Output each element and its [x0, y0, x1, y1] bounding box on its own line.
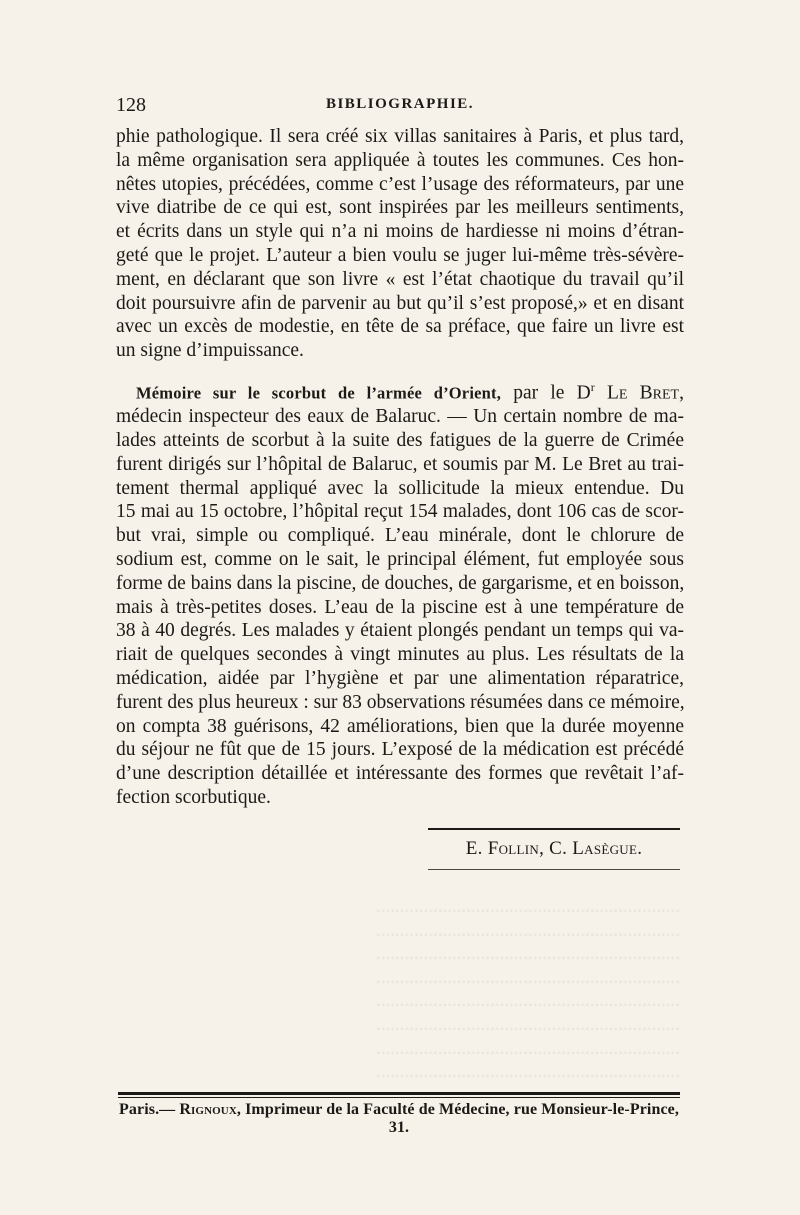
bleed-line: ................................................................	[376, 1037, 680, 1059]
signature-initial: E.	[465, 838, 488, 859]
footer-rule-thin	[118, 1097, 680, 1098]
printer-address: , Imprimeur de la Faculté de Médecine, rue Monsieur-le-Prince, 31.	[236, 1101, 679, 1136]
text-line: un signe d’impuissance.	[116, 340, 304, 362]
signature-rule-bottom	[428, 869, 680, 870]
text-line: geté que le projet. L’auteur a bien voulu se juger lui-même très-sévère-	[116, 244, 684, 266]
text-line: but vrai, simple ou compliqué. L’eau minérale, dont le chlorure de	[116, 525, 684, 547]
text-line: la même organisation sera appliquée à toutes les communes. Ces hon-	[116, 149, 684, 171]
bleed-line: ................................................................	[376, 990, 680, 1012]
bleed-line: ................................................................	[376, 943, 680, 965]
text-line: nêtes utopies, précédées, comme c’est l’usage des réformateurs, par une	[116, 173, 684, 195]
review-entry	[116, 376, 684, 810]
page-number: 128	[116, 94, 146, 116]
running-title: BIBLIOGRAPHIE.	[325, 96, 475, 112]
paragraph-continuation	[116, 125, 684, 363]
author-prefix: par le D	[501, 382, 591, 404]
signature-name-2: Lasègue.	[572, 838, 643, 859]
printer-imprint	[118, 1101, 680, 1137]
footer-rule-thick	[118, 1092, 680, 1095]
text-line: avec un excès de modestie, en tête de sa préface, que faire un livre est	[116, 316, 684, 338]
bleed-line: ................................................................	[376, 1061, 680, 1083]
signature-name-1: Follin	[487, 838, 540, 859]
text-line: médication, aidée par l’hygiène et par une alimentation réparatrice,	[116, 668, 684, 690]
text-line: d’une description détaillée et intéressante des formes que revêtait l’af-	[116, 763, 684, 785]
printer-city: Paris.—	[119, 1101, 180, 1118]
text-line: riait de quelques secondes à vingt minutes au plus. Les résultats de la	[116, 644, 684, 666]
text-line: doit poursuivre afin de parvenir au but qu’il s’est proposé,» et en disant	[116, 292, 684, 314]
text-line: vive diatribe de ce qui est, sont inspirées par les meilleurs sentiments,	[116, 197, 684, 219]
bleed-line: ................................................................	[376, 919, 680, 941]
signature	[428, 838, 680, 860]
signature-rule-top	[428, 828, 680, 830]
text-line: furent des plus heureux : sur 83 observations résumées dans ce mémoire,	[116, 691, 685, 713]
text-line: furent dirigés sur l’hôpital de Balaruc, et soumis par M. Le Bret au trai-	[116, 453, 684, 475]
text-line: du séjour ne fût que de 15 jours. L’exposé de la médication est précédé	[116, 739, 684, 761]
bleed-line: ................................................................	[376, 896, 680, 917]
text-line: phie pathologique. Il sera créé six villas sanitaires à Paris, et plus tard,	[116, 126, 684, 147]
text-line: sodium est, comme on le sait, le principal élément, fut employée sous	[116, 549, 684, 571]
text-line: tement thermal appliqué avec la sollicitude la mieux entendue. Du	[116, 477, 684, 499]
text-line: 15 mai au 15 octobre, l’hôpital reçut 154 malades, dont 106 cas de scor-	[116, 501, 684, 523]
text-line: forme de bains dans la piscine, de douches, de gargarisme, et en boisson,	[116, 572, 685, 594]
text-line: médecin inspecteur des eaux de Balaruc. — Un certain nombre de ma-	[116, 406, 684, 428]
text-line: et écrits dans un style qui n’a ni moins de hardiesse ni moins d’étran-	[116, 221, 684, 243]
printer-name: Rignoux	[179, 1101, 237, 1118]
signature-separator: , C.	[539, 838, 573, 859]
review-title: Mémoire sur le scorbut de l’armée d’Orient,	[136, 383, 502, 403]
bleed-line: ................................................................	[376, 1013, 680, 1035]
text-line: ment, en déclarant que son livre « est l’état chaotique du travail qu’il	[116, 268, 684, 290]
author-name: Le Bret,	[594, 382, 684, 404]
running-head	[116, 94, 684, 120]
text-line: lades atteints de scorbut à la suite des fatigues de la guerre de Crimée	[116, 430, 684, 452]
text-line: mais à très-petites doses. L’eau de la piscine est à une température de	[116, 596, 684, 618]
bleed-through-text	[120, 895, 680, 1084]
bleed-line: ................................................................	[376, 966, 680, 988]
text-line: fection scorbutique.	[116, 787, 271, 809]
text-line: 38 à 40 degrés. Les malades y étaient plongés pendant un temps qui va-	[116, 620, 684, 642]
review-heading-line	[116, 376, 684, 405]
author-title-sup: r	[590, 380, 595, 394]
text-line: on compta 38 guérisons, 42 améliorations, bien que la durée moyenne	[116, 715, 684, 737]
